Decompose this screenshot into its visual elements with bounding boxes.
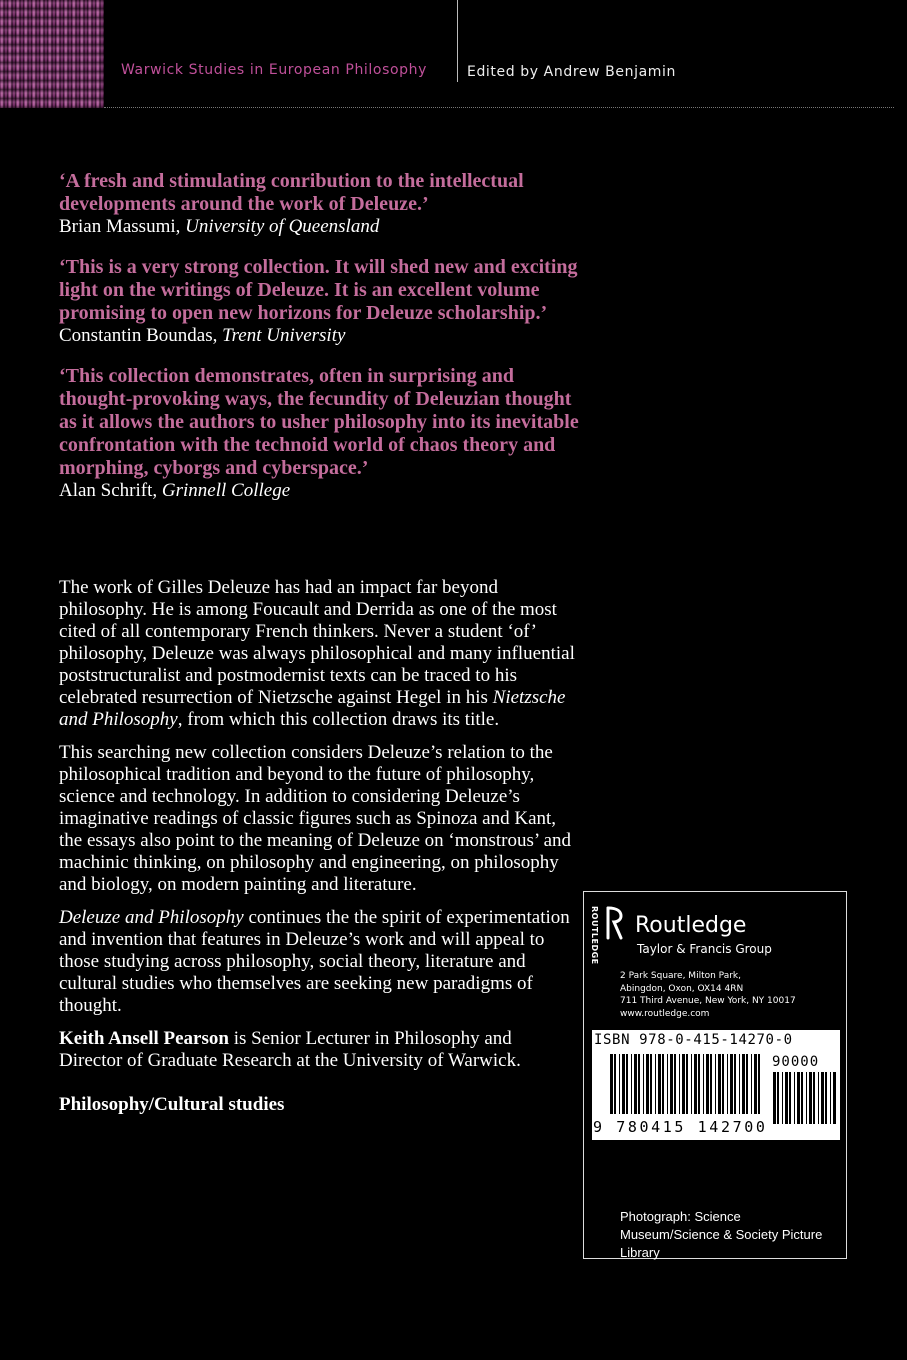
header-divider [457, 0, 458, 82]
publisher-box [583, 891, 847, 1259]
ean-digits: 9 780415 142700 [593, 1118, 768, 1136]
isbn-number: ISBN 978-0-415-14270-0 [594, 1032, 793, 1048]
quote-author: Constantin Boundas, [59, 325, 218, 346]
quote-author: Alan Schrift, [59, 480, 158, 501]
author-name: Keith Ansell Pearson [59, 1028, 229, 1049]
photo-credit: Photograph: Science Museum/Science & Society Picture Library [620, 1209, 823, 1260]
quote-attribution [59, 480, 579, 502]
blurb-paragraph: Deleuze and Philosophy continues the the spirit of experimentation and invention that features in Deleuze’s work and will appeal to those studying across philosophy, social theory, literature and cultural studies who themselves are seeking new paradigms of thought. [59, 907, 570, 1016]
quote-affiliation: University of Queensland [185, 216, 380, 237]
quote-affiliation: Trent University [222, 325, 346, 346]
routledge-logo-icon [604, 906, 624, 940]
dotted-rule [104, 107, 894, 108]
endorsements [59, 170, 579, 520]
book-title: Deleuze and Philosophy [59, 907, 244, 928]
publisher-address: 2 Park Square, Milton Park, Abingdon, Oxon, OX14 4RN 711 Third Avenue, New York, NY 10017 www.routledge.com [620, 971, 796, 1019]
quote-author: Brian Massumi, [59, 216, 181, 237]
quote-text: ‘A fresh and stimulating conribution to the intellectual developments around the work of Deleuze.’ [59, 170, 524, 215]
quote-attribution [59, 325, 579, 347]
price-code: 90000 [772, 1054, 820, 1070]
cover-photograph [0, 0, 104, 108]
publisher-vertical-mark: ROUTLEDGE [590, 906, 599, 965]
author-bio: Keith Ansell Pearson is Senior Lecturer in Philosophy and Director of Graduate Research at the University of Warwick. [59, 1028, 521, 1071]
ean-barcode [610, 1054, 763, 1114]
blurb [59, 577, 579, 1127]
series-title: Warwick Studies in European Philosophy [121, 62, 427, 78]
blurb-paragraph: This searching new collection considers Deleuze’s relation to the philosophical tradition and beyond to the future of philosophy, science and technology. In addition to considering Deleuze’s imaginative readings of classic figures such as Spinoza and Kant, the essays also point to the meaning of Deleuze on ‘monstrous’ and machinic thinking, on philosophy and engineering, on philosophy and biology, on modern painting and literature. [59, 742, 571, 895]
series-editor: Edited by Andrew Benjamin [467, 64, 676, 80]
quote-attribution [59, 216, 579, 238]
blurb-paragraph: The work of Gilles Deleuze has had an impact far beyond philosophy. He is among Foucault and Derrida as one of the most cited of all contemporary French thinkers. Never a student ‘of’ philosophy, Deleuze was always philosophical and many influential poststructuralist and postmodernist texts can be traced to his celebrated resurrection of Nietzsche against Hegel in his Nietzsche and Philosophy, from which this collection draws its title. [59, 577, 575, 730]
quote-affiliation: Grinnell College [161, 480, 291, 501]
subject-category: Philosophy/Cultural studies [59, 1094, 285, 1115]
isbn-barcode-panel [592, 1030, 840, 1140]
quote-text: ‘This is a very strong collection. It will shed new and exciting light on the writings of Deleuze. It is an excellent volume promising to open new horizons for Deleuze scholarship.’ [59, 256, 578, 324]
book-title: Nietzsche and Philosophy [59, 687, 566, 730]
publisher-name: Routledge [635, 913, 747, 938]
publisher-group: Taylor & Francis Group [637, 942, 772, 956]
addon-barcode [773, 1072, 836, 1124]
quote-text: ‘This collection demonstrates, often in surprising and thought-provoking ways, the fecundity of Deleuzian thought as it allows the authors to usher philosophy into its inevitable confrontation with the technoid world of chaos theory and morphing, cyborgs and cyberspace.’ [59, 365, 579, 479]
